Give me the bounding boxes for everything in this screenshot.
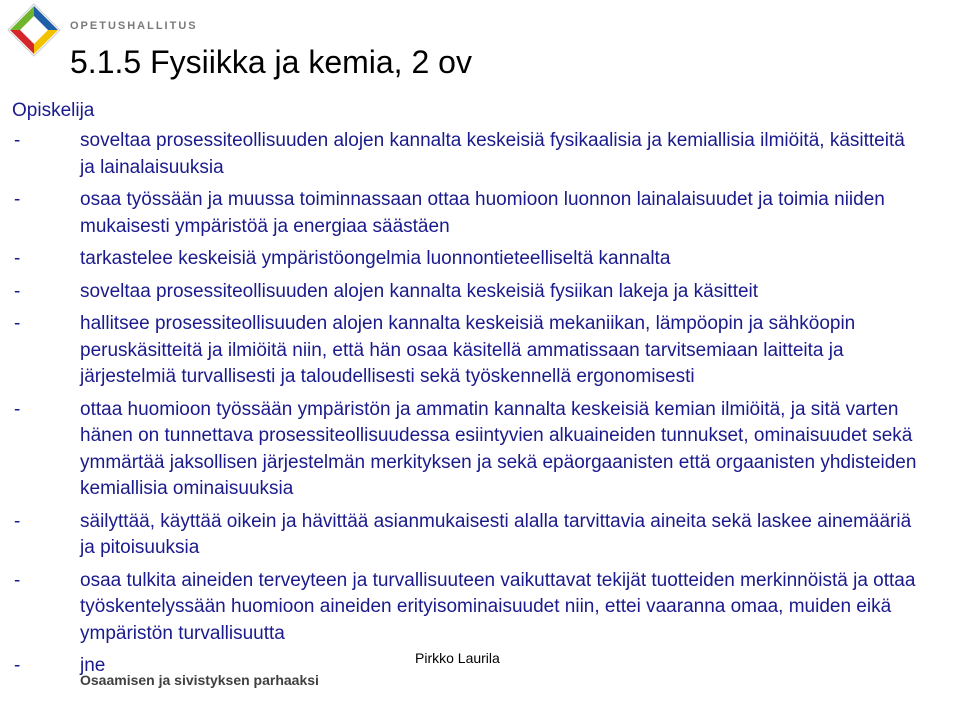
list-item-text: hallitsee prosessiteollisuuden alojen kannalta keskeisiä mekaniikan, lämpöopin ja sähköopin peruskäsitteitä ja ilmiöitä niin, että hän osaa käsitellä ammatissaan tarvitsemiaan laitteita ja järjestelmiä turvallisesti ja taloudellisesti sekä työskennellä ergonomisesti (80, 313, 856, 387)
list-dash: - (14, 510, 21, 532)
list-item (0, 568, 960, 648)
list-dash: - (14, 189, 21, 210)
objectives-list (0, 128, 960, 686)
list-item (0, 397, 960, 503)
list-item-text: osaa työssään ja muussa toiminnassaan ottaa huomioon luonnon lainalaisuudet ja toimia niiden mukaisesti ympäristöä ja energiaa säästäen (80, 189, 885, 237)
list-item (0, 279, 960, 306)
list-dash: - (14, 313, 21, 334)
page-title: 5.1.5 Fysiikka ja kemia, 2 ov (70, 44, 472, 80)
list-item-text: soveltaa prosessiteollisuuden alojen kannalta keskeisiä fysiikan lakeja ja käsitteit (80, 280, 759, 302)
list-item (0, 246, 960, 273)
list-dash: - (14, 398, 21, 420)
list-dash: - (14, 248, 21, 269)
subject-label: Opiskelija (12, 100, 95, 121)
list-item-text: ottaa huomioon työssään ympäristön ja ammatin kannalta keskeisiä kemian ilmiöitä, ja sitä varten hänen on tunnettava prosessiteollisuudessa esiintyvien alkuaineiden tunnukset, ominaisuudet sekä ymmärtää jaksollisen järjestelmän merkityksen ja sekä epäorgaanisten että orgaanisten yhdisteiden kemiallisia ominaisuuksia (80, 398, 917, 499)
list-item-text: jne (80, 655, 106, 676)
list-item (0, 187, 960, 240)
brand-name: OPETUSHALLITUS (70, 20, 198, 32)
list-item-text: säilyttää, käyttää oikein ja hävittää asianmukaisesti alalla tarvittavia aineita sekä laskee ainemääriä ja pitoisuuksia (80, 510, 912, 558)
list-item (0, 311, 960, 391)
list-dash: - (14, 569, 21, 591)
list-dash: - (14, 655, 21, 676)
list-item (0, 509, 960, 562)
list-item (0, 128, 960, 181)
list-dash: - (14, 280, 21, 302)
list-item-text: soveltaa prosessiteollisuuden alojen kannalta keskeisiä fysikaalisia ja kemiallisia ilmiöitä, käsitteitä ja lainalaisuuksia (80, 130, 905, 178)
author-name: Pirkko Laurila (415, 650, 500, 666)
list-dash: - (14, 130, 21, 151)
opetushallitus-logo-icon (6, 2, 62, 58)
list-item-text: osaa tulkita aineiden terveyteen ja turvallisuuteen vaikuttavat tekijät tuotteiden merkinnöistä ja ottaa työskentelyssään huomioon aineiden erityisominaisuudet niin, ettei vaaranna omaa, muiden eikä ympäristön turvallisuutta (80, 569, 916, 644)
footer-slogan: Osaamisen ja sivistyksen parhaaksi (80, 672, 319, 688)
list-item-text: tarkastelee keskeisiä ympäristöongelmia luonnontieteelliseltä kannalta (80, 248, 671, 269)
